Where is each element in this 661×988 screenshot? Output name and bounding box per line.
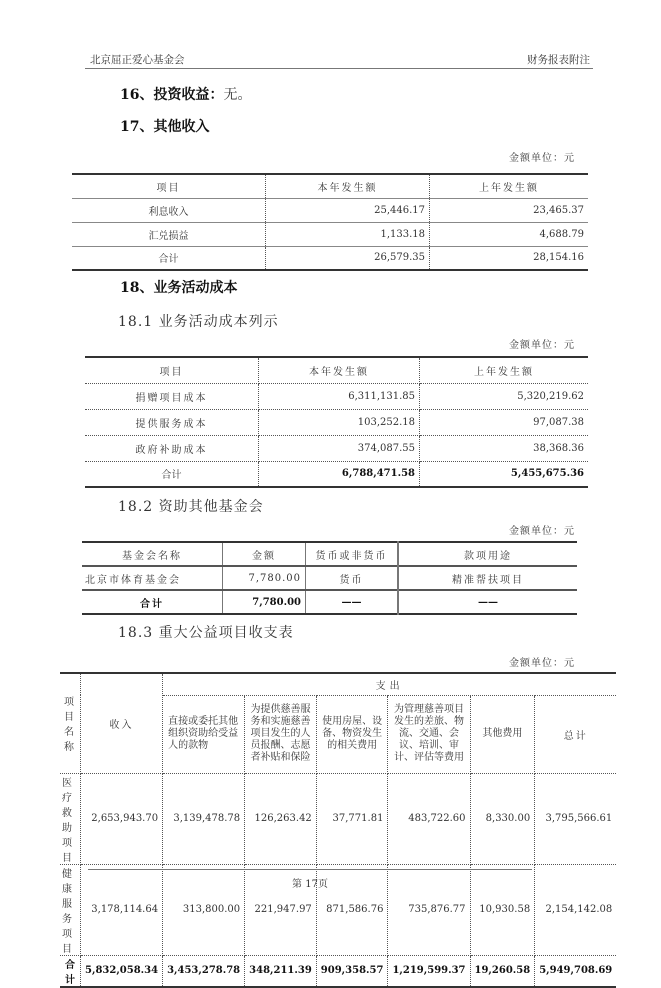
table-row bbox=[82, 566, 577, 590]
table-row bbox=[85, 409, 588, 435]
col-header-facilities: 使用房屋、设备、物资发生的相关费用 bbox=[316, 695, 388, 773]
cell-direct-grants: 313,800.00 bbox=[163, 864, 245, 955]
cell-other: 10,930.58 bbox=[470, 864, 535, 955]
cell-prior: 5,320,219.62 bbox=[420, 383, 589, 409]
cell-personnel: 126,263.42 bbox=[245, 773, 317, 864]
cell-income: 5,832,058.34 bbox=[81, 955, 163, 987]
col-header-project-name: 项目名称 bbox=[60, 673, 81, 773]
cell-other: 8,330.00 bbox=[470, 773, 535, 864]
table-header-row bbox=[72, 174, 588, 198]
section-18-1-title: 18.1 业务活动成本列示 bbox=[118, 314, 279, 330]
table-header-row bbox=[82, 542, 577, 566]
cell-management: 735,876.77 bbox=[388, 864, 470, 955]
cell-prior: 23,465.37 bbox=[430, 198, 589, 222]
col-header-amount: 金额 bbox=[223, 542, 306, 566]
col-header-prior: 上年发生额 bbox=[430, 174, 589, 198]
table-total-row bbox=[72, 246, 588, 270]
cell-direct-grants: 3,139,478.78 bbox=[163, 773, 245, 864]
cell-purpose: 精准帮扶项目 bbox=[452, 574, 524, 586]
cell-current: 374,087.55 bbox=[259, 435, 420, 461]
col-header-expense-group: 支出 bbox=[163, 673, 617, 695]
other-income-table bbox=[72, 173, 588, 271]
cell-item: 汇兑损益 bbox=[72, 222, 266, 246]
col-header-name: 基金会名称 bbox=[82, 542, 223, 566]
header-divider bbox=[85, 68, 593, 69]
cell-prior: 38,368.36 bbox=[420, 435, 589, 461]
cell-type: 货币 bbox=[306, 566, 399, 590]
cell-amount: 7,780.00 bbox=[223, 590, 306, 614]
col-header-type: 货币或非货币 bbox=[306, 542, 399, 566]
col-header-management: 为管理慈善项目发生的差旅、物流、交通、会议、培训、审计、评估等费用 bbox=[388, 695, 470, 773]
cell-direct-grants: 3,453,278.78 bbox=[163, 955, 245, 987]
section-16 bbox=[120, 84, 251, 104]
cell-current: 103,252.18 bbox=[259, 409, 420, 435]
col-header-item: 项目 bbox=[85, 357, 259, 383]
cell-item: 政府补助成本 bbox=[85, 435, 259, 461]
cell-facilities: 37,771.81 bbox=[316, 773, 388, 864]
cell-project-name: 医疗救助项目 bbox=[60, 773, 81, 864]
activity-cost-table bbox=[85, 356, 588, 488]
table-total-row bbox=[82, 590, 577, 614]
col-header-current: 本年发生额 bbox=[259, 357, 420, 383]
table-row bbox=[85, 435, 588, 461]
col-header-item: 项目 bbox=[72, 174, 266, 198]
cell-facilities: 909,358.57 bbox=[316, 955, 388, 987]
table-row bbox=[72, 198, 588, 222]
cell-project-name: 合计 bbox=[60, 955, 81, 987]
cell-prior: 28,154.16 bbox=[533, 252, 584, 264]
cell-project-name: 健康服务项目 bbox=[60, 864, 81, 955]
cell-total: 3,795,566.61 bbox=[535, 773, 617, 864]
section-18-1-unit: 金额单位：元 bbox=[509, 340, 575, 351]
col-header-personnel: 为提供慈善服务和实施慈善项目发生的人员报酬、志愿者补贴和保险 bbox=[245, 695, 317, 773]
section-16-value: 无。 bbox=[223, 87, 252, 103]
footer-divider bbox=[88, 869, 532, 870]
table-header-row-1 bbox=[60, 673, 616, 695]
cell-item: 捐赠项目成本 bbox=[85, 383, 259, 409]
cell-current: 1,133.18 bbox=[266, 222, 430, 246]
grant-other-foundations-table bbox=[82, 541, 577, 615]
cell-facilities: 871,586.76 bbox=[316, 864, 388, 955]
page-number: 第 17页 bbox=[292, 879, 328, 890]
col-header-purpose: 款项用途 bbox=[464, 550, 512, 562]
cell-item: 合计 bbox=[72, 246, 266, 270]
cell-purpose: —— bbox=[478, 596, 498, 608]
cell-management: 483,722.60 bbox=[388, 773, 470, 864]
cell-income: 3,178,114.64 bbox=[81, 864, 163, 955]
cell-current: 6,311,131.85 bbox=[259, 383, 420, 409]
cell-name: 合计 bbox=[82, 590, 223, 614]
cell-item: 提供服务成本 bbox=[85, 409, 259, 435]
table-row bbox=[60, 773, 616, 864]
section-18-title: 18、业务活动成本 bbox=[120, 280, 238, 296]
section-18-3-unit: 金额单位：元 bbox=[509, 658, 575, 669]
table-total-row bbox=[60, 955, 616, 987]
cell-other: 19,260.58 bbox=[470, 955, 535, 987]
col-header-prior: 上年发生额 bbox=[420, 357, 589, 383]
section-17-unit: 金额单位：元 bbox=[509, 153, 575, 164]
cell-type: —— bbox=[306, 590, 399, 614]
section-18-3-title: 18.3 重大公益项目收支表 bbox=[118, 625, 294, 641]
major-project-table bbox=[60, 672, 616, 988]
table-row bbox=[72, 222, 588, 246]
table-header-row bbox=[85, 357, 588, 383]
col-header-total: 总计 bbox=[535, 695, 617, 773]
table-row bbox=[85, 383, 588, 409]
cell-total: 2,154,142.08 bbox=[535, 864, 617, 955]
cell-name: 北京市体育基金会 bbox=[82, 566, 223, 590]
cell-management: 1,219,599.37 bbox=[388, 955, 470, 987]
cell-personnel: 221,947.97 bbox=[245, 864, 317, 955]
cell-prior: 97,087.38 bbox=[420, 409, 589, 435]
col-header-direct-grants: 直接或委托其他组织资助给受益人的款物 bbox=[163, 695, 245, 773]
cell-income: 2,653,943.70 bbox=[81, 773, 163, 864]
cell-item: 合计 bbox=[85, 461, 259, 487]
section-18-2-title: 18.2 资助其他基金会 bbox=[118, 499, 264, 515]
col-header-other: 其他费用 bbox=[470, 695, 535, 773]
cell-current: 26,579.35 bbox=[266, 246, 430, 270]
header-doc-type: 财务报表附注 bbox=[527, 54, 590, 66]
header-org-name: 北京屈正爱心基金会 bbox=[90, 54, 185, 66]
cell-item: 利息收入 bbox=[72, 198, 266, 222]
cell-current: 6,788,471.58 bbox=[259, 461, 420, 487]
section-18-2-unit: 金额单位：元 bbox=[509, 526, 575, 537]
section-17-title: 17、其他收入 bbox=[120, 119, 210, 135]
section-16-title: 16、投资收益： bbox=[120, 87, 224, 103]
table-total-row bbox=[85, 461, 588, 487]
col-header-income: 收入 bbox=[81, 673, 163, 773]
cell-prior: 5,455,675.36 bbox=[510, 468, 584, 480]
cell-amount: 7,780.00 bbox=[223, 566, 306, 590]
cell-total: 5,949,708.69 bbox=[539, 965, 613, 976]
col-header-current: 本年发生额 bbox=[266, 174, 430, 198]
cell-current: 25,446.17 bbox=[266, 198, 430, 222]
cell-personnel: 348,211.39 bbox=[245, 955, 317, 987]
cell-prior: 4,688.79 bbox=[430, 222, 589, 246]
